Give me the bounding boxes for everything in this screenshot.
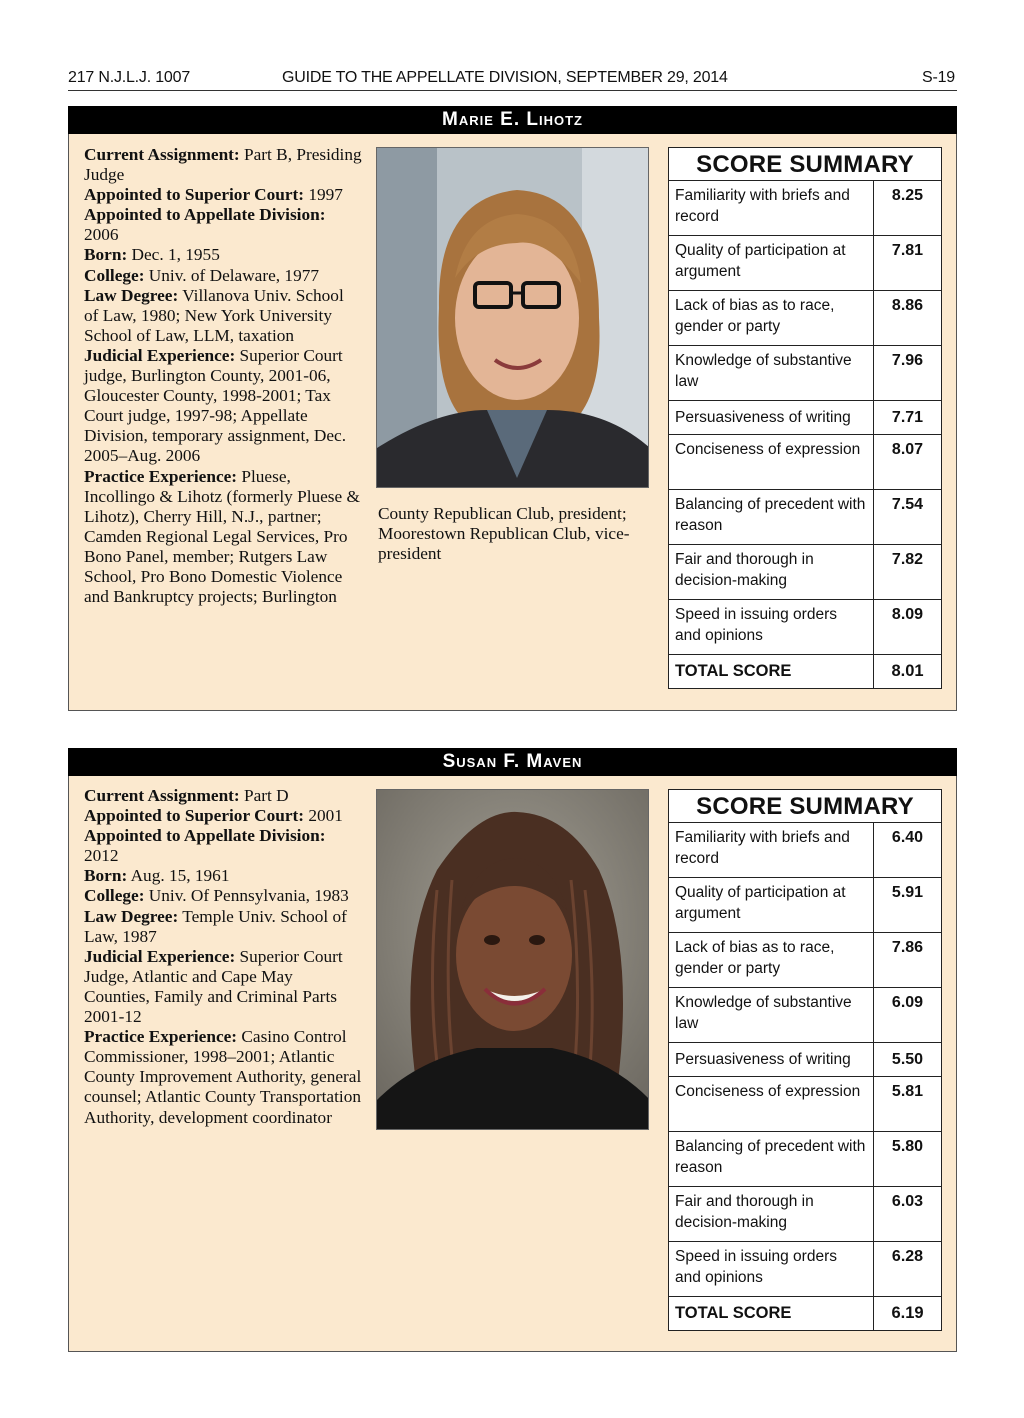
judge-bio [84,145,362,607]
bio-college: College: Univ. of Delaware, 1977 [84,265,319,285]
score-row: Fair and thorough in decision-making 6.03 [669,1187,941,1242]
bio-current-assignment: Current Assignment: Part D [84,786,289,805]
score-row: Lack of bias as to race, gender or party 8.86 [669,291,941,346]
publication-title: GUIDE TO THE APPELLATE DIVISION, SEPTEMBER 29, 2014 [282,69,728,86]
page-number: S-19 [922,69,955,86]
judge-bio [84,786,362,1128]
score-summary-title: SCORE SUMMARY [669,148,941,181]
bio-practice-experience: Practice Experience: Casino Control Commissioner, 1998–2001; Atlantic County Improvement Authority, general counsel; Atlantic County Transportation Authority, development coordinator [84,1027,362,1127]
judge-portrait-photo [376,789,649,1130]
score-row: Knowledge of substantive law 7.96 [669,346,941,401]
bio-appointed-superior: Appointed to Superior Court: 2001 [84,806,343,826]
score-row: Speed in issuing orders and opinions 6.28 [669,1242,941,1297]
score-row: Persuasiveness of writing 7.71 [669,401,941,435]
score-row: Knowledge of substantive law 6.09 [669,988,941,1043]
score-row: Balancing of precedent with reason 7.54 [669,490,941,545]
bio-law-degree: Law Degree: Temple Univ. School of Law, 1987 [84,906,347,946]
bio-judicial-experience: Judicial Experience: Superior Court judge, Burlington County, 2001-06, Gloucester County, 1998-2001; Tax Court judge, 1997-98; Appellate Division, temporary assignment, Dec. 2005–Aug. 2006 [84,345,347,466]
score-row: Lack of bias as to race, gender or party 7.86 [669,933,941,988]
score-row: Persuasiveness of writing 5.50 [669,1043,941,1077]
score-row-total: TOTAL SCORE 6.19 [669,1297,941,1330]
score-summary-table [668,147,942,689]
bio-current-assignment: Current Assignment: Part B, Presiding Judge [84,145,362,185]
score-summary-title: SCORE SUMMARY [669,790,941,823]
score-row: Speed in issuing orders and opinions 8.09 [669,600,941,655]
score-row: Conciseness of expression 8.07 [669,435,941,490]
bio-continued-text: County Republican Club, president; Moorestown Republican Club, vice-president [378,504,630,564]
score-row: Familiarity with briefs and record 6.40 [669,823,941,878]
judge-name: Susan F. Maven [68,748,957,776]
bio-law-degree: Law Degree: Villanova Univ. School of Law, 1980; New York University School of Law, LLM, taxation [84,285,344,345]
judge-name: Marie E. Lihotz [68,106,957,134]
score-row: Balancing of precedent with reason 5.80 [669,1132,941,1187]
score-row: Quality of participation at argument 7.81 [669,236,941,291]
bio-college: College: Univ. Of Pennsylvania, 1983 [84,886,349,906]
score-row-total: TOTAL SCORE 8.01 [669,655,941,688]
judge-profile-lihotz [68,106,957,711]
bio-born: Born: Dec. 1, 1955 [84,245,220,265]
bio-born: Born: Aug. 15, 1961 [84,866,230,886]
score-row: Conciseness of expression 5.81 [669,1077,941,1132]
score-summary-table [668,789,942,1331]
page-header [68,66,957,91]
bio-judicial-experience: Judicial Experience: Superior Court Judge, Atlantic and Cape May Counties, Family and Criminal Parts 2001-12 [84,946,343,1027]
bio-practice-experience: Practice Experience: Pluese, Incollingo & Lihotz (formerly Pluese & Lihotz), Cherry Hill, N.J., partner; Camden Regional Legal Services, Pro Bono Panel, member; Rutgers Law School, Pro Bono Domestic Violence and Bankruptcy projects; Burlington [84,466,360,607]
score-row: Familiarity with briefs and record 8.25 [669,181,941,236]
bio-appointed-superior: Appointed to Superior Court: 1997 [84,185,343,205]
judge-profile-maven [68,748,957,1352]
citation: 217 N.J.L.J. 1007 [68,69,191,86]
judge-portrait-photo [376,147,649,488]
bio-appointed-appellate: Appointed to Appellate Division: 2012 [84,826,326,866]
score-row: Fair and thorough in decision-making 7.82 [669,545,941,600]
bio-appointed-appellate: Appointed to Appellate Division: 2006 [84,205,326,245]
score-row: Quality of participation at argument 5.91 [669,878,941,933]
